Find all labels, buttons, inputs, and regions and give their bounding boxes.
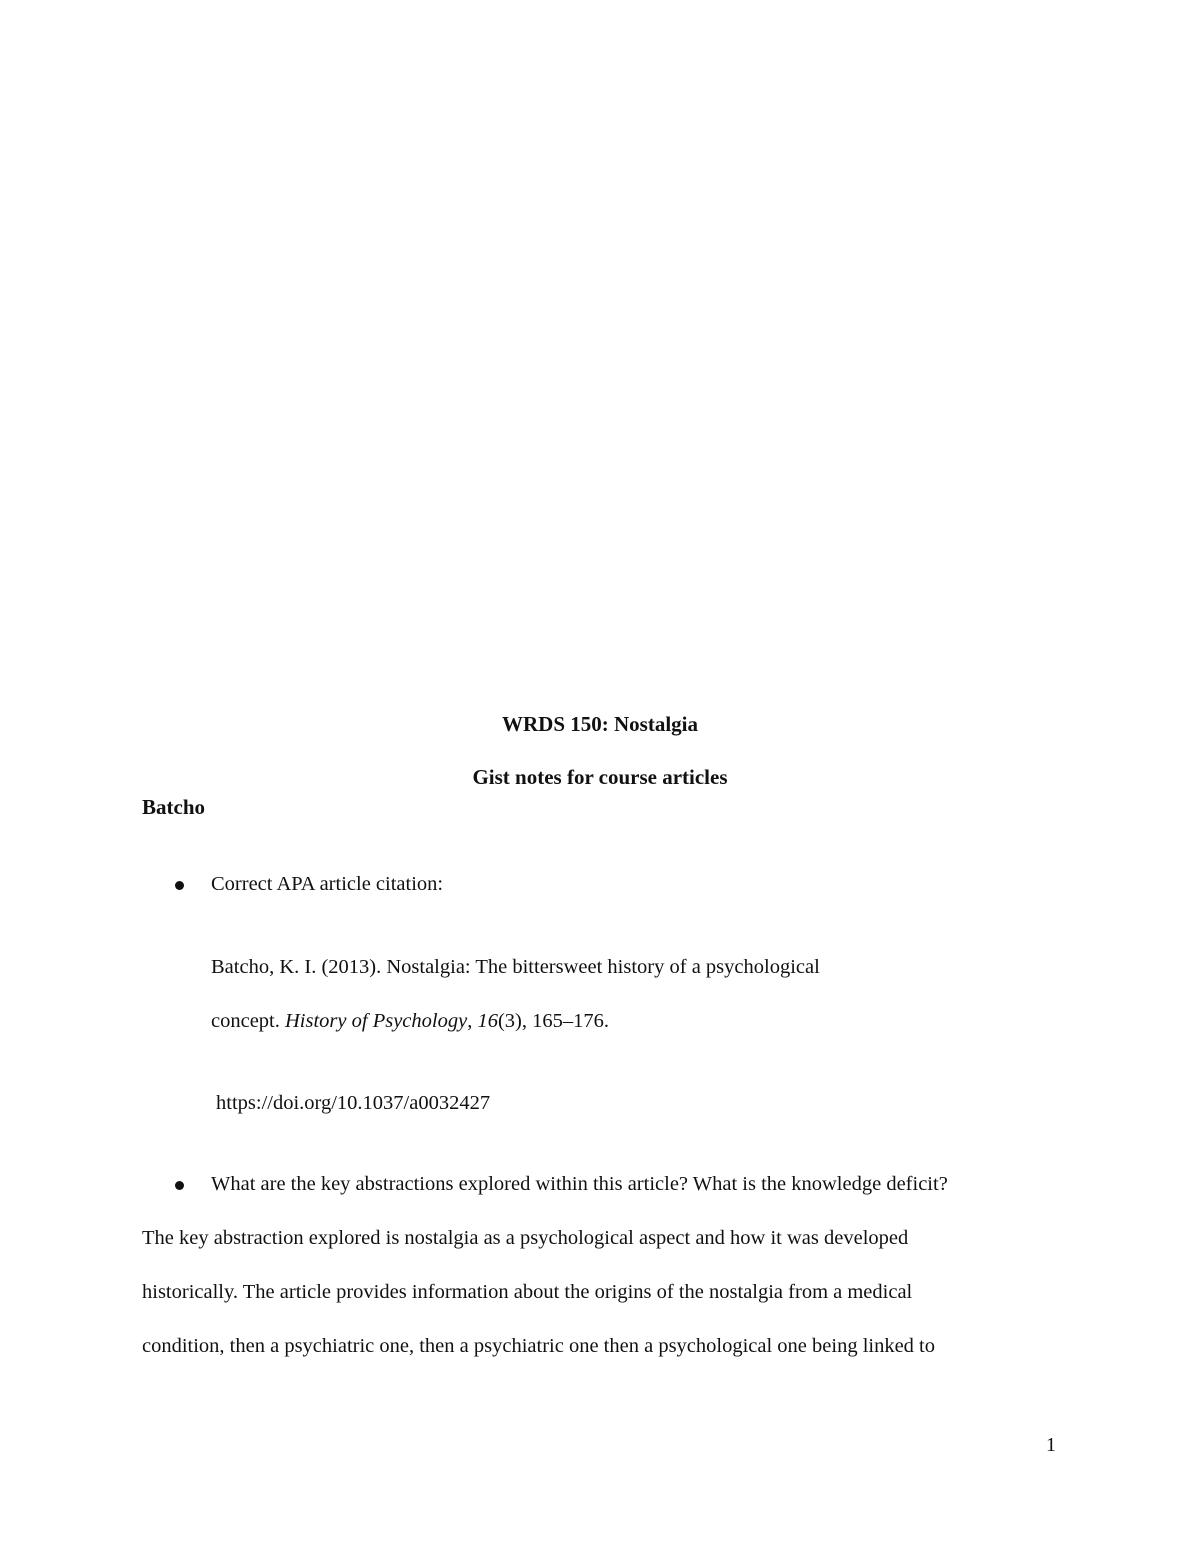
paragraph-line: historically. The article provides information about the origins of the nostalgia from a medical bbox=[142, 1281, 913, 1303]
citation-issue-pages: (3), 165–176. bbox=[497, 1010, 609, 1032]
citation-journal: History of Psychology bbox=[285, 1010, 468, 1032]
citation-line-1: Batcho, K. I. (2013). Nostalgia: The bittersweet history of a psychological bbox=[211, 956, 820, 978]
citation-volume: 16 bbox=[477, 1010, 498, 1032]
paragraph-line: condition, then a psychiatric one, then a psychiatric one then a psychological one being linked to bbox=[142, 1335, 936, 1357]
citation-doi: https://doi.org/10.1037/a0032427 bbox=[216, 1092, 491, 1114]
citation-comma: , bbox=[467, 1010, 478, 1032]
page-number: 1 bbox=[1046, 1434, 1056, 1456]
citation-prefix: concept. bbox=[211, 1010, 285, 1032]
bullet-item-abstractions-prompt: What are the key abstractions explored within this article? What is the knowledge deficit? bbox=[211, 1173, 948, 1195]
paragraph-line: The key abstraction explored is nostalgia as a psychological aspect and how it was developed bbox=[142, 1227, 909, 1249]
document-subtitle: Gist notes for course articles bbox=[472, 765, 728, 789]
citation-line-2 bbox=[211, 1010, 609, 1033]
document-title: WRDS 150: Nostalgia bbox=[501, 712, 698, 736]
bullet-icon bbox=[175, 881, 184, 890]
bullet-icon bbox=[175, 1181, 184, 1190]
bullet-item-citation-prompt: Correct APA article citation: bbox=[211, 873, 444, 895]
section-heading: Batcho bbox=[142, 795, 205, 819]
